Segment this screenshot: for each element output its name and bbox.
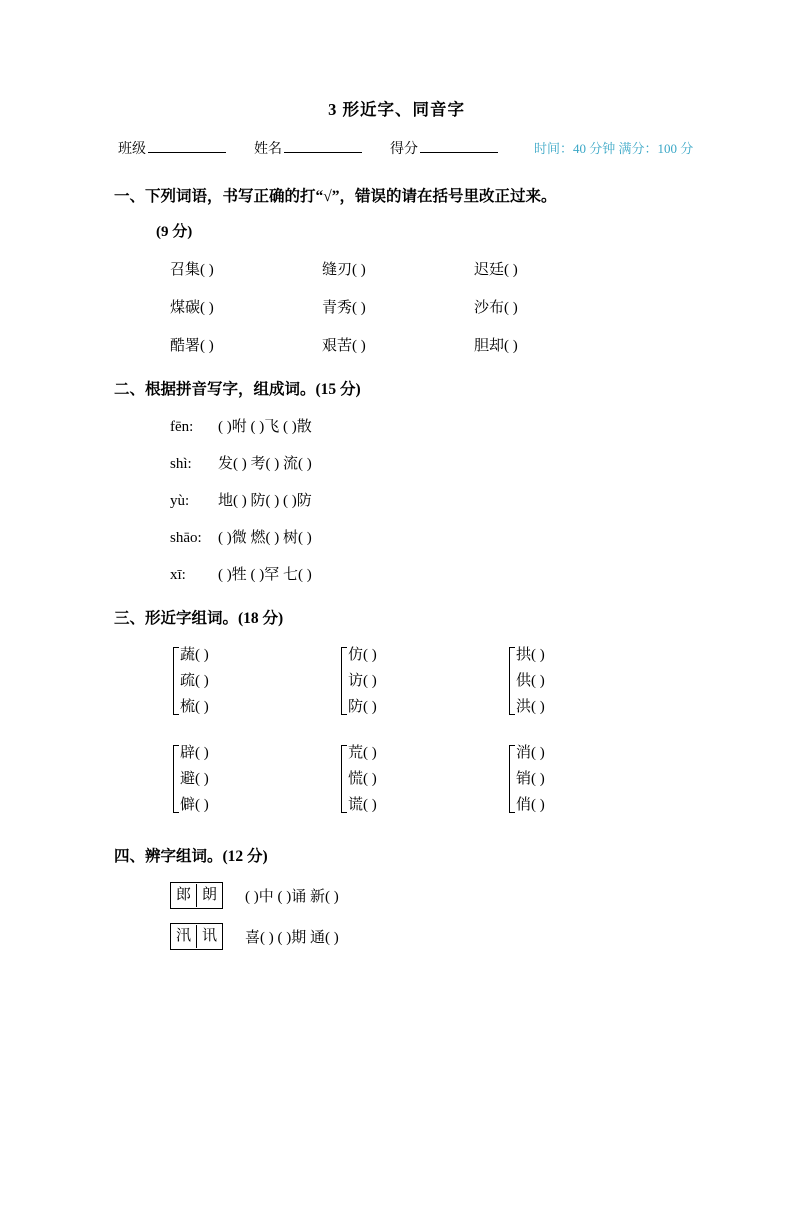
brace-icon [170, 740, 179, 818]
char-line: 俏( ) [516, 792, 674, 818]
section-3-block-1 [60, 642, 733, 720]
answer-paren[interactable]: ( ) [195, 797, 209, 813]
char-2: 讯 [196, 925, 222, 948]
section-1-heading: 一、下列词语，书写正确的打“√”，错误的请在括号里改正过来。 [114, 188, 557, 205]
brace-icon [506, 642, 515, 720]
section-2-heading: 二、根据拼音写字，组成词。(15 分) [114, 381, 361, 398]
answer-paren[interactable]: ( ) [363, 673, 377, 689]
score-field [390, 138, 500, 158]
char-line: 供( ) [516, 668, 674, 694]
answer-paren[interactable]: ( ) [504, 300, 518, 316]
char-line: 荒( ) [348, 740, 506, 766]
page-title: 3 形近字、同音字 [328, 100, 465, 119]
answer-paren[interactable]: ( ) [363, 797, 377, 813]
answer-items[interactable]: ( )咐 ( )飞 ( )散 [218, 419, 312, 435]
answer-paren[interactable]: ( ) [363, 699, 377, 715]
answer-paren[interactable]: ( ) [531, 673, 545, 689]
item: 艰苦( ) [322, 338, 366, 354]
char-line: 避( ) [180, 766, 338, 792]
char-group [170, 642, 338, 720]
section-4-row-1 [170, 882, 733, 909]
answer-paren[interactable]: ( ) [200, 262, 214, 278]
section-2-row-5 [60, 563, 733, 584]
answer-paren[interactable]: ( ) [531, 647, 545, 663]
answer-paren[interactable]: ( ) [363, 647, 377, 663]
answer-items[interactable]: 喜( ) ( )期 通( ) [245, 930, 339, 946]
char-line: 梳( ) [180, 694, 338, 720]
answer-items[interactable]: ( )中 ( )诵 新( ) [245, 889, 339, 905]
answer-paren[interactable]: ( ) [200, 338, 214, 354]
answer-items[interactable]: ( )微 燃( ) 树( ) [218, 530, 312, 546]
answer-paren[interactable]: ( ) [195, 745, 209, 761]
answer-paren[interactable]: ( ) [195, 673, 209, 689]
answer-paren[interactable]: ( ) [363, 771, 377, 787]
char-line: 慌( ) [348, 766, 506, 792]
char-group [170, 740, 338, 818]
student-info-line [60, 138, 733, 158]
pinyin-label: xī: [170, 567, 186, 583]
char-1: 汛 [176, 928, 192, 944]
char-pair-box [170, 923, 223, 950]
name-blank[interactable] [284, 138, 362, 153]
brace-icon [338, 740, 347, 818]
answer-paren[interactable]: ( ) [504, 338, 518, 354]
char-line: 消( ) [516, 740, 674, 766]
char-pair-box [170, 882, 223, 909]
item: 酷署( ) [170, 338, 214, 354]
pinyin-label: fēn: [170, 419, 194, 435]
exam-meta: 时间：40 分钟 满分：100 分 [534, 141, 694, 156]
char-1: 郎 [176, 887, 192, 903]
answer-paren[interactable]: ( ) [531, 797, 545, 813]
answer-paren[interactable]: ( ) [363, 745, 377, 761]
answer-paren[interactable]: ( ) [531, 699, 545, 715]
char-group [506, 642, 674, 720]
section-4-row-2 [170, 923, 733, 950]
score-blank[interactable] [420, 138, 498, 153]
worksheet-page [0, 96, 793, 1218]
answer-paren[interactable]: ( ) [531, 745, 545, 761]
section-3-heading: 三、形近字组词。(18 分) [114, 610, 284, 627]
char-group [338, 642, 506, 720]
section-1-row-1 [60, 258, 733, 279]
item: 迟廷( ) [474, 262, 518, 278]
answer-paren[interactable]: ( ) [504, 262, 518, 278]
section-4-heading: 四、辨字组词。(12 分) [114, 848, 268, 865]
pinyin-label: yù: [170, 493, 190, 509]
char-line: 访( ) [348, 668, 506, 694]
item: 煤碳( ) [170, 300, 214, 316]
class-label: 班级 [118, 142, 146, 157]
section-2-row-2 [60, 452, 733, 473]
answer-paren[interactable]: ( ) [195, 647, 209, 663]
section-1-points: (9 分) [156, 224, 193, 240]
name-field [254, 138, 364, 158]
char-line: 防( ) [348, 694, 506, 720]
char-line: 仿( ) [348, 642, 506, 668]
char-line: 辟( ) [180, 740, 338, 766]
class-field [118, 138, 228, 158]
answer-paren[interactable]: ( ) [352, 300, 366, 316]
char-line: 洪( ) [516, 694, 674, 720]
char-line: 蔬( ) [180, 642, 338, 668]
item: 召集( ) [170, 262, 214, 278]
section-4-rows [60, 882, 733, 950]
answer-paren[interactable]: ( ) [195, 771, 209, 787]
answer-paren[interactable]: ( ) [195, 699, 209, 715]
answer-paren[interactable]: ( ) [200, 300, 214, 316]
answer-items[interactable]: 地( ) 防( ) ( )防 [218, 493, 312, 509]
pinyin-label: shāo: [170, 530, 202, 546]
section-2-row-1 [60, 415, 733, 436]
answer-paren[interactable]: ( ) [352, 262, 366, 278]
item: 胆却( ) [474, 338, 518, 354]
char-line: 僻( ) [180, 792, 338, 818]
char-group [338, 740, 506, 818]
char-2: 朗 [196, 884, 222, 907]
brace-icon [506, 740, 515, 818]
char-line: 拱( ) [516, 642, 674, 668]
section-1-row-2 [60, 296, 733, 317]
char-line: 疏( ) [180, 668, 338, 694]
brace-icon [170, 642, 179, 720]
item: 沙布( ) [474, 300, 518, 316]
char-line: 销( ) [516, 766, 674, 792]
section-2-row-3 [60, 489, 733, 510]
pinyin-label: shì: [170, 456, 192, 472]
score-label: 得分 [390, 142, 418, 157]
name-label: 姓名 [254, 142, 282, 157]
class-blank[interactable] [148, 138, 226, 153]
section-1-row-3 [60, 334, 733, 355]
char-group [506, 740, 674, 818]
item: 缝刃( ) [322, 262, 366, 278]
section-2-row-4 [60, 526, 733, 547]
item: 青秀( ) [322, 300, 366, 316]
answer-paren[interactable]: ( ) [531, 771, 545, 787]
section-3-block-2 [60, 740, 733, 818]
answer-items[interactable]: 发( ) 考( ) 流( ) [218, 456, 312, 472]
brace-icon [338, 642, 347, 720]
answer-paren[interactable]: ( ) [352, 338, 366, 354]
char-line: 谎( ) [348, 792, 506, 818]
answer-items[interactable]: ( )牲 ( )罕 七( ) [218, 567, 312, 583]
